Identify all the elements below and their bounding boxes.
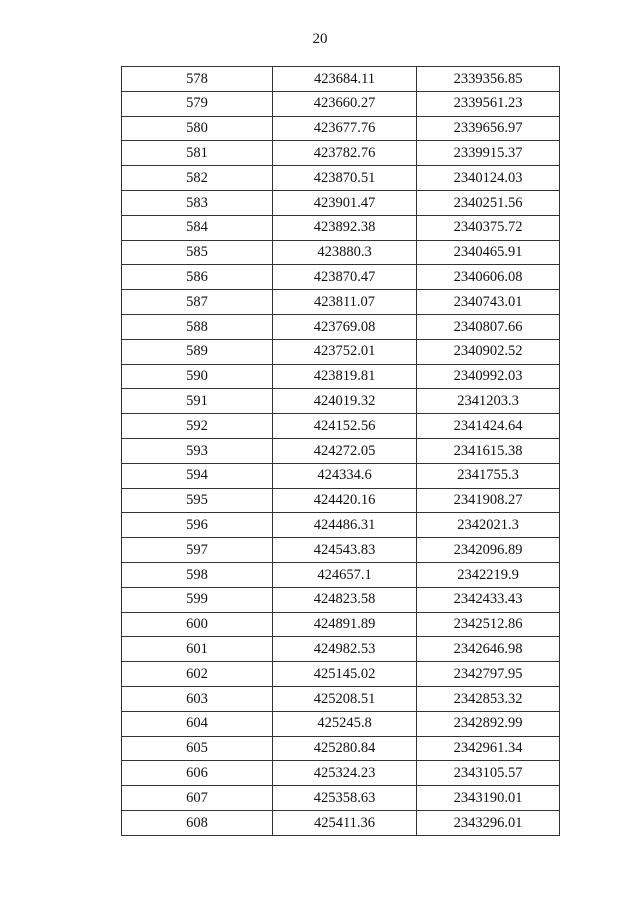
x-coordinate-cell: 425145.02 <box>273 662 417 687</box>
y-coordinate-cell: 2342961.34 <box>417 736 560 761</box>
point-number-cell: 582 <box>122 166 273 191</box>
point-number-cell: 600 <box>122 612 273 637</box>
point-number-cell: 605 <box>122 736 273 761</box>
point-number-cell: 597 <box>122 538 273 563</box>
coordinates-table <box>121 66 560 836</box>
point-number-cell: 598 <box>122 562 273 587</box>
table-row <box>122 339 560 364</box>
x-coordinate-cell: 423901.47 <box>273 190 417 215</box>
point-number-cell: 599 <box>122 587 273 612</box>
y-coordinate-cell: 2340807.66 <box>417 314 560 339</box>
point-number-cell: 578 <box>122 67 273 92</box>
y-coordinate-cell: 2342021.3 <box>417 513 560 538</box>
y-coordinate-cell: 2340251.56 <box>417 190 560 215</box>
x-coordinate-cell: 425208.51 <box>273 686 417 711</box>
table-row <box>122 686 560 711</box>
y-coordinate-cell: 2340902.52 <box>417 339 560 364</box>
y-coordinate-cell: 2340992.03 <box>417 364 560 389</box>
table-row <box>122 538 560 563</box>
x-coordinate-cell: 424272.05 <box>273 438 417 463</box>
table-row <box>122 166 560 191</box>
y-coordinate-cell: 2342646.98 <box>417 637 560 662</box>
point-number-cell: 579 <box>122 91 273 116</box>
table-row <box>122 91 560 116</box>
y-coordinate-cell: 2339561.23 <box>417 91 560 116</box>
y-coordinate-cell: 2342892.99 <box>417 711 560 736</box>
point-number-cell: 596 <box>122 513 273 538</box>
y-coordinate-cell: 2342096.89 <box>417 538 560 563</box>
point-number-cell: 584 <box>122 215 273 240</box>
point-number-cell: 604 <box>122 711 273 736</box>
y-coordinate-cell: 2339356.85 <box>417 67 560 92</box>
table-row <box>122 810 560 835</box>
table-row <box>122 414 560 439</box>
x-coordinate-cell: 424982.53 <box>273 637 417 662</box>
point-number-cell: 589 <box>122 339 273 364</box>
y-coordinate-cell: 2340465.91 <box>417 240 560 265</box>
point-number-cell: 586 <box>122 265 273 290</box>
x-coordinate-cell: 423677.76 <box>273 116 417 141</box>
y-coordinate-cell: 2342853.32 <box>417 686 560 711</box>
x-coordinate-cell: 423880.3 <box>273 240 417 265</box>
x-coordinate-cell: 424823.58 <box>273 587 417 612</box>
point-number-cell: 601 <box>122 637 273 662</box>
x-coordinate-cell: 423870.47 <box>273 265 417 290</box>
table-row <box>122 141 560 166</box>
y-coordinate-cell: 2342219.9 <box>417 562 560 587</box>
page-number: 20 <box>312 31 328 47</box>
x-coordinate-cell: 423819.81 <box>273 364 417 389</box>
point-number-cell: 590 <box>122 364 273 389</box>
x-coordinate-cell: 423660.27 <box>273 91 417 116</box>
table-row <box>122 488 560 513</box>
point-number-cell: 608 <box>122 810 273 835</box>
table-row <box>122 364 560 389</box>
x-coordinate-cell: 425280.84 <box>273 736 417 761</box>
table-row <box>122 116 560 141</box>
point-number-cell: 581 <box>122 141 273 166</box>
y-coordinate-cell: 2342433.43 <box>417 587 560 612</box>
point-number-cell: 580 <box>122 116 273 141</box>
table-row <box>122 612 560 637</box>
point-number-cell: 583 <box>122 190 273 215</box>
point-number-cell: 595 <box>122 488 273 513</box>
point-number-cell: 607 <box>122 786 273 811</box>
table-row <box>122 637 560 662</box>
table-row <box>122 190 560 215</box>
y-coordinate-cell: 2343296.01 <box>417 810 560 835</box>
y-coordinate-cell: 2340743.01 <box>417 290 560 315</box>
point-number-cell: 606 <box>122 761 273 786</box>
table-row <box>122 786 560 811</box>
table-row <box>122 761 560 786</box>
y-coordinate-cell: 2340375.72 <box>417 215 560 240</box>
point-number-cell: 588 <box>122 314 273 339</box>
table-row <box>122 662 560 687</box>
x-coordinate-cell: 425411.36 <box>273 810 417 835</box>
x-coordinate-cell: 425324.23 <box>273 761 417 786</box>
table-row <box>122 463 560 488</box>
x-coordinate-cell: 423769.08 <box>273 314 417 339</box>
x-coordinate-cell: 423752.01 <box>273 339 417 364</box>
y-coordinate-cell: 2341755.3 <box>417 463 560 488</box>
y-coordinate-cell: 2343190.01 <box>417 786 560 811</box>
table-row <box>122 711 560 736</box>
table-row <box>122 513 560 538</box>
table-row <box>122 67 560 92</box>
x-coordinate-cell: 424657.1 <box>273 562 417 587</box>
x-coordinate-cell: 423811.07 <box>273 290 417 315</box>
y-coordinate-cell: 2341908.27 <box>417 488 560 513</box>
x-coordinate-cell: 425358.63 <box>273 786 417 811</box>
point-number-cell: 591 <box>122 389 273 414</box>
point-number-cell: 587 <box>122 290 273 315</box>
point-number-cell: 585 <box>122 240 273 265</box>
y-coordinate-cell: 2343105.57 <box>417 761 560 786</box>
x-coordinate-cell: 424152.56 <box>273 414 417 439</box>
table-row <box>122 587 560 612</box>
y-coordinate-cell: 2342797.95 <box>417 662 560 687</box>
table-row <box>122 240 560 265</box>
table-row <box>122 290 560 315</box>
table-row <box>122 314 560 339</box>
point-number-cell: 603 <box>122 686 273 711</box>
table-row <box>122 389 560 414</box>
y-coordinate-cell: 2342512.86 <box>417 612 560 637</box>
y-coordinate-cell: 2340606.08 <box>417 265 560 290</box>
y-coordinate-cell: 2341424.64 <box>417 414 560 439</box>
x-coordinate-cell: 424019.32 <box>273 389 417 414</box>
x-coordinate-cell: 424420.16 <box>273 488 417 513</box>
y-coordinate-cell: 2341203.3 <box>417 389 560 414</box>
y-coordinate-cell: 2339656.97 <box>417 116 560 141</box>
x-coordinate-cell: 423870.51 <box>273 166 417 191</box>
point-number-cell: 593 <box>122 438 273 463</box>
x-coordinate-cell: 424891.89 <box>273 612 417 637</box>
x-coordinate-cell: 423892.38 <box>273 215 417 240</box>
table-row <box>122 265 560 290</box>
x-coordinate-cell: 425245.8 <box>273 711 417 736</box>
table-row <box>122 736 560 761</box>
coordinates-table-body <box>122 67 560 836</box>
point-number-cell: 592 <box>122 414 273 439</box>
table-row <box>122 215 560 240</box>
point-number-cell: 594 <box>122 463 273 488</box>
table-row <box>122 562 560 587</box>
x-coordinate-cell: 423782.76 <box>273 141 417 166</box>
y-coordinate-cell: 2339915.37 <box>417 141 560 166</box>
point-number-cell: 602 <box>122 662 273 687</box>
x-coordinate-cell: 423684.11 <box>273 67 417 92</box>
x-coordinate-cell: 424543.83 <box>273 538 417 563</box>
table-row <box>122 438 560 463</box>
x-coordinate-cell: 424334.6 <box>273 463 417 488</box>
x-coordinate-cell: 424486.31 <box>273 513 417 538</box>
y-coordinate-cell: 2340124.03 <box>417 166 560 191</box>
y-coordinate-cell: 2341615.38 <box>417 438 560 463</box>
